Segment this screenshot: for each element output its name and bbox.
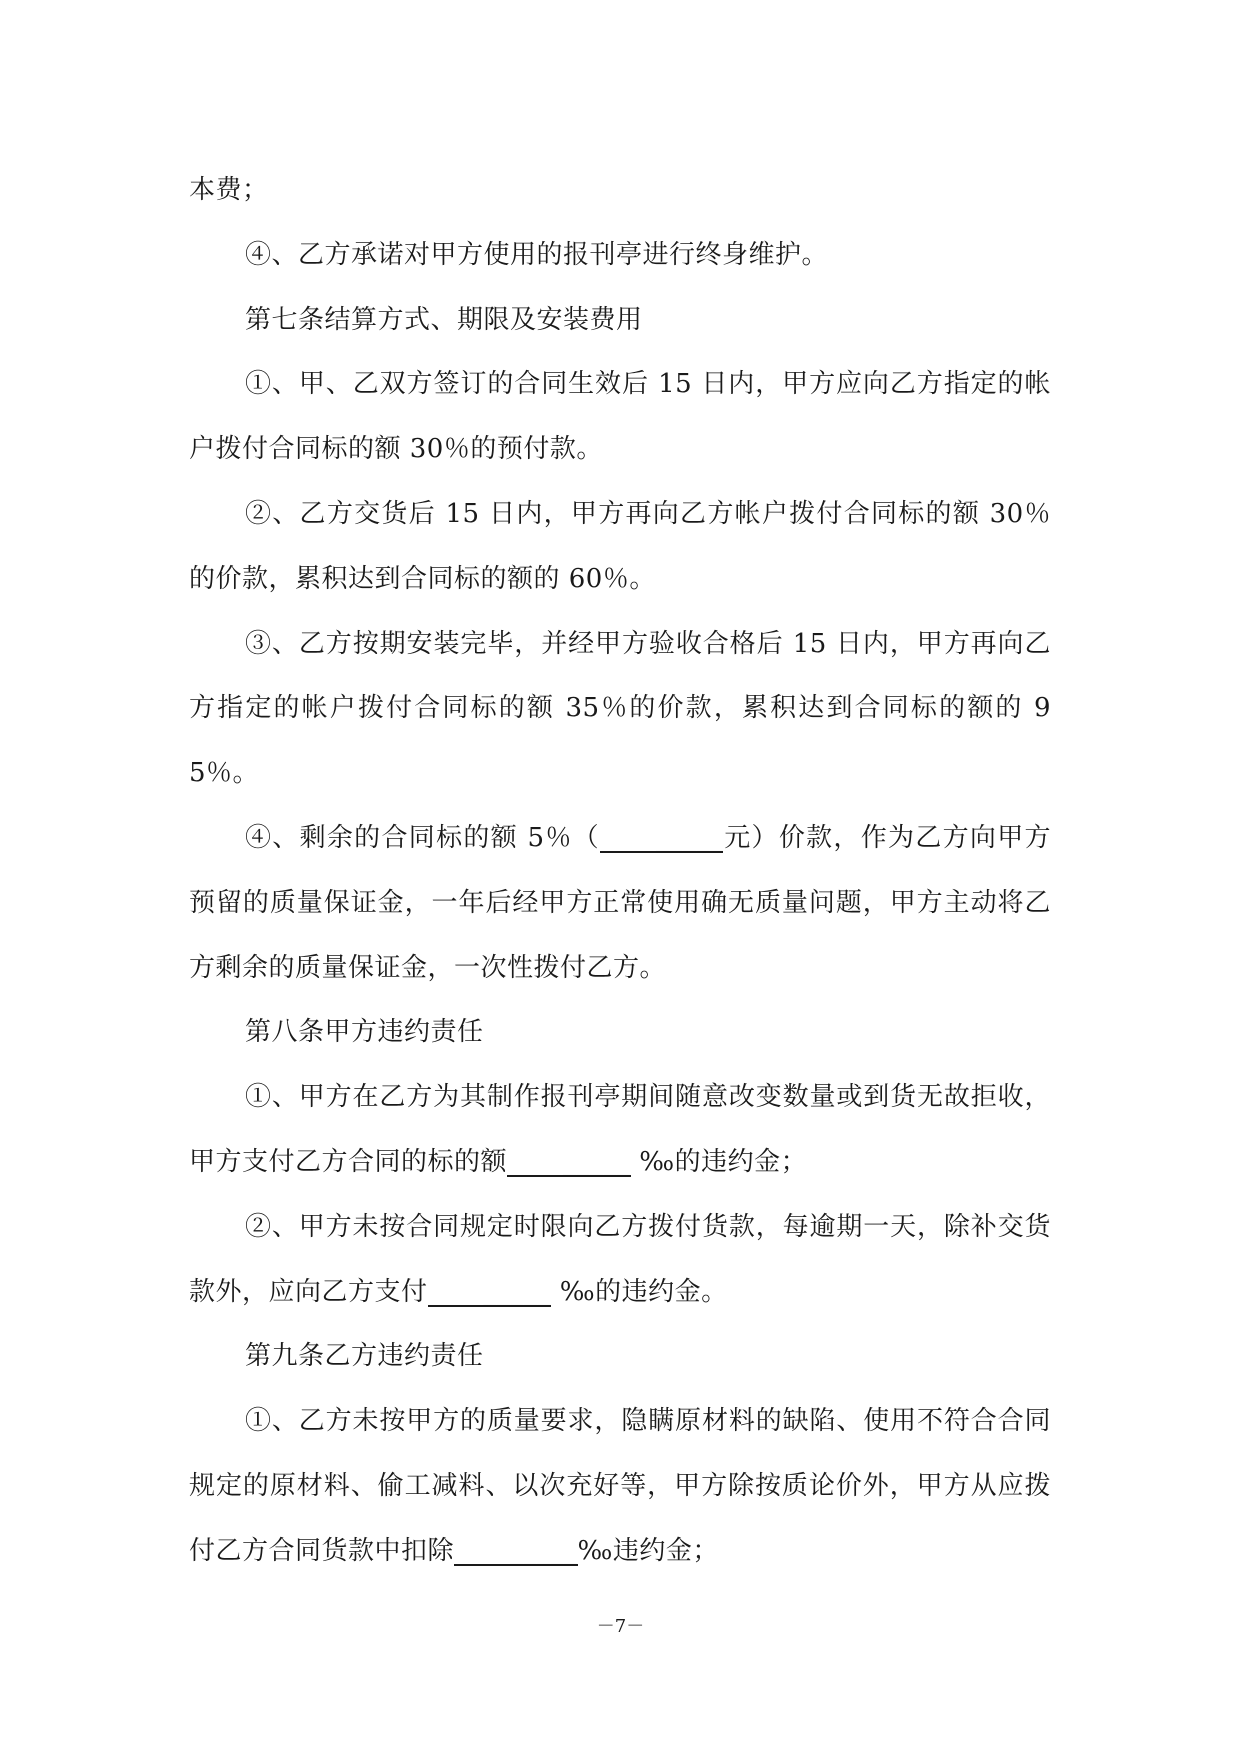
deposit-text-after: 元）价款，作为乙方向甲方预留的质量保证金，一年后经甲方正常使用确无质量问题，甲方主动将乙方剩余的质量保证金，一次性拨付乙方。 (189, 822, 1051, 983)
paragraph-fee-end: 本费； (189, 175, 269, 205)
refusal-text-before: ①、甲方在乙方为其制作报刊亭期间随意改变数量或到货无故拒收，甲方支付乙方合同的标的额 (189, 1082, 1051, 1177)
quality-breach-text-before: ①、乙方未按甲方的质量要求，隐瞒原材料的缺陷、使用不符合合同规定的原材料、偷工减料、以次充好等，甲方除按质论价外，甲方从应拨付乙方合同货款中扣除 (189, 1406, 1051, 1566)
paragraph-installation-payment: ③、乙方按期安装完毕，并经甲方验收合格后 15 日内，甲方再向乙方指定的帐户拨付合同标的额 35％的价款，累积达到合同标的额的 95％。 (189, 628, 1051, 789)
paragraph-party-a-late-payment (189, 1195, 1051, 1325)
document-body (189, 158, 1051, 1584)
late-payment-rate-blank: _____ (428, 1279, 552, 1307)
quality-breach-text-after: ‰违约金； (577, 1535, 719, 1566)
paragraph-quality-deposit (189, 806, 1051, 1000)
paragraph-delivery-payment: ②、乙方交货后 15 日内，甲方再向乙方帐户拨付合同标的额 30％的价款，累积达到合同标的额的 60％。 (189, 498, 1051, 594)
deposit-amount-blank: _____ (600, 825, 724, 853)
quality-breach-rate-blank: _____ (454, 1538, 578, 1566)
article-8-heading: 第八条甲方违约责任 (245, 1017, 484, 1048)
article-9-heading: 第九条乙方违约责任 (245, 1341, 484, 1372)
deposit-text-before: ④、剩余的合同标的额 5％（ (245, 822, 600, 853)
paragraph-advance-payment: ①、甲、乙双方签订的合同生效后 15 日内，甲方应向乙方指定的帐户拨付合同标的额 30％的预付款。 (189, 369, 1051, 465)
article-7-heading: 第七条结算方式、期限及安装费用 (245, 304, 643, 335)
refusal-rate-blank: _____ (507, 1149, 631, 1177)
paragraph-party-a-refusal (189, 1065, 1051, 1195)
late-payment-text-after: ‰的违约金。 (551, 1276, 728, 1307)
paragraph-party-b-quality-breach (189, 1389, 1051, 1583)
refusal-text-after: ‰的违约金； (630, 1146, 808, 1177)
late-payment-text-before: ②、甲方未按合同规定时限向乙方拨付货款，每逾期一天，除补交货款外，应向乙方支付 (189, 1211, 1051, 1307)
page-number: －7－ (596, 1616, 645, 1637)
paragraph-maintenance-promise: ④、乙方承诺对甲方使用的报刊亭进行终身维护。 (245, 239, 829, 270)
